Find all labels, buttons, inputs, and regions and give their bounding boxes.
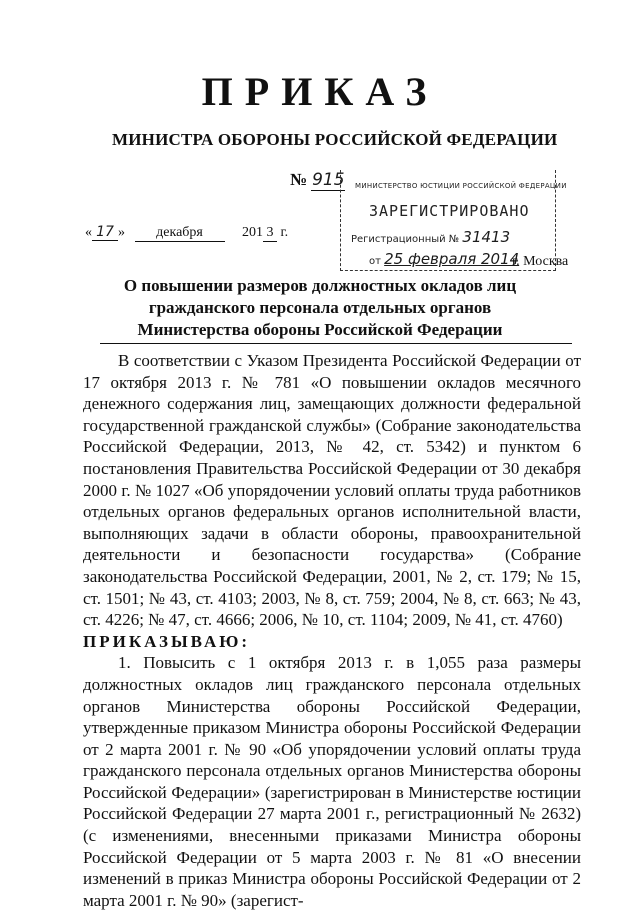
title-divider [100,343,572,344]
stamp-date-label: от [369,256,381,267]
date-year-suffix: 3 [263,225,277,242]
item-1-paragraph: 1. Повысить с 1 октября 2013 г. в 1,055 раза размеры должностных окладов лиц гражданского персонала отдельных органов Министерства обороны Российской Федерации, утвержденные приказом Министра обороны Российской Федерации от 2 марта 2001 г. № 90 «Об упорядочении условий оплаты труда гражданского персонала отдельных органов Министерства обороны Российской Федерации» (зарегистрирован в Министерстве юстиции Российской Федерации 27 марта 2001 г., регистрационный № 2632) (с изменениями, внесенными приказами Министра обороны Российской Федерации от 5 марта 2003 г. № 81 «О внесении изменений в приказ Министра обороны Российской Федерации от 2 марта 2001 г. № 90» (зарегист- [83,653,581,910]
handwritten-reg-date: 25 февраля 2014 [384,250,520,268]
date-year-unit: г. [280,225,289,240]
handwritten-reg-number: 31413 [462,228,511,246]
order-heading: ПРИКАЗЫВАЮ: [83,631,251,651]
order-number [290,170,345,191]
stamp-reg-date [369,250,519,268]
city: г. Москва [512,254,569,269]
stamp-reg-label: Регистрационный № [351,234,460,245]
date-close-quote: » [118,225,125,240]
date-year-prefix: 201 [242,225,263,240]
handwritten-order-number: 915 [312,170,345,190]
number-prefix: № [290,170,308,189]
stamp-reg-number [351,228,510,246]
document-title-line: Министерства обороны Российской Федерации [137,320,503,339]
stamp-organization: МИНИСТЕРСТВО ЮСТИЦИИ РОССИЙСКОЙ ФЕДЕРАЦИИ [355,182,567,190]
document-title-line: О повышении размеров должностных окладов лиц [123,276,517,295]
date-month: декабря [135,225,225,242]
stamp-registered: ЗАРЕГИСТРИРОВАНО [369,202,530,220]
document-title-line: гражданского персонала отдельных органов [148,298,492,317]
issuer-subtitle: МИНИСТРА ОБОРОНЫ РОССИЙСКОЙ ФЕДЕРАЦИИ [112,130,558,149]
preamble-paragraph: В соответствии с Указом Президента Российской Федерации от 17 октября 2013 г. № 781 «О повышении окладов месячного денежного содержания лиц, замещающих должности федеральной государственной гражданской службы» (Собрание законодательства Российской Федерации, 2013, № 42, ст. 5342) и пунктом 6 постановления Правительства Российской Федерации от 30 декабря 2000 г. № 1027 «Об упорядочении условий оплаты труда работников отдельных органов федеральных органов исполнительной власти, выполняющих задачи в области обороны, правоохранительной деятельности и безопасности государства» (Собрание законодательства Российской Федерации, 2001, № 2, ст. 179; № 15, ст. 1501; № 43, ст. 4103; 2003, № 8, ст. 759; 2004, № 8, ст. 663; № 43, ст. 4226; № 47, ст. 4666; 2006, № 10, ст. 1104; 2009, № 41, ст. 4760) [83,351,581,630]
order-date [85,224,288,242]
document-body [83,350,581,911]
date-open-quote: « [85,225,92,240]
handwritten-day: 17 [92,224,118,241]
document-title [0,275,640,341]
page-title: ПРИКАЗ [201,69,439,114]
